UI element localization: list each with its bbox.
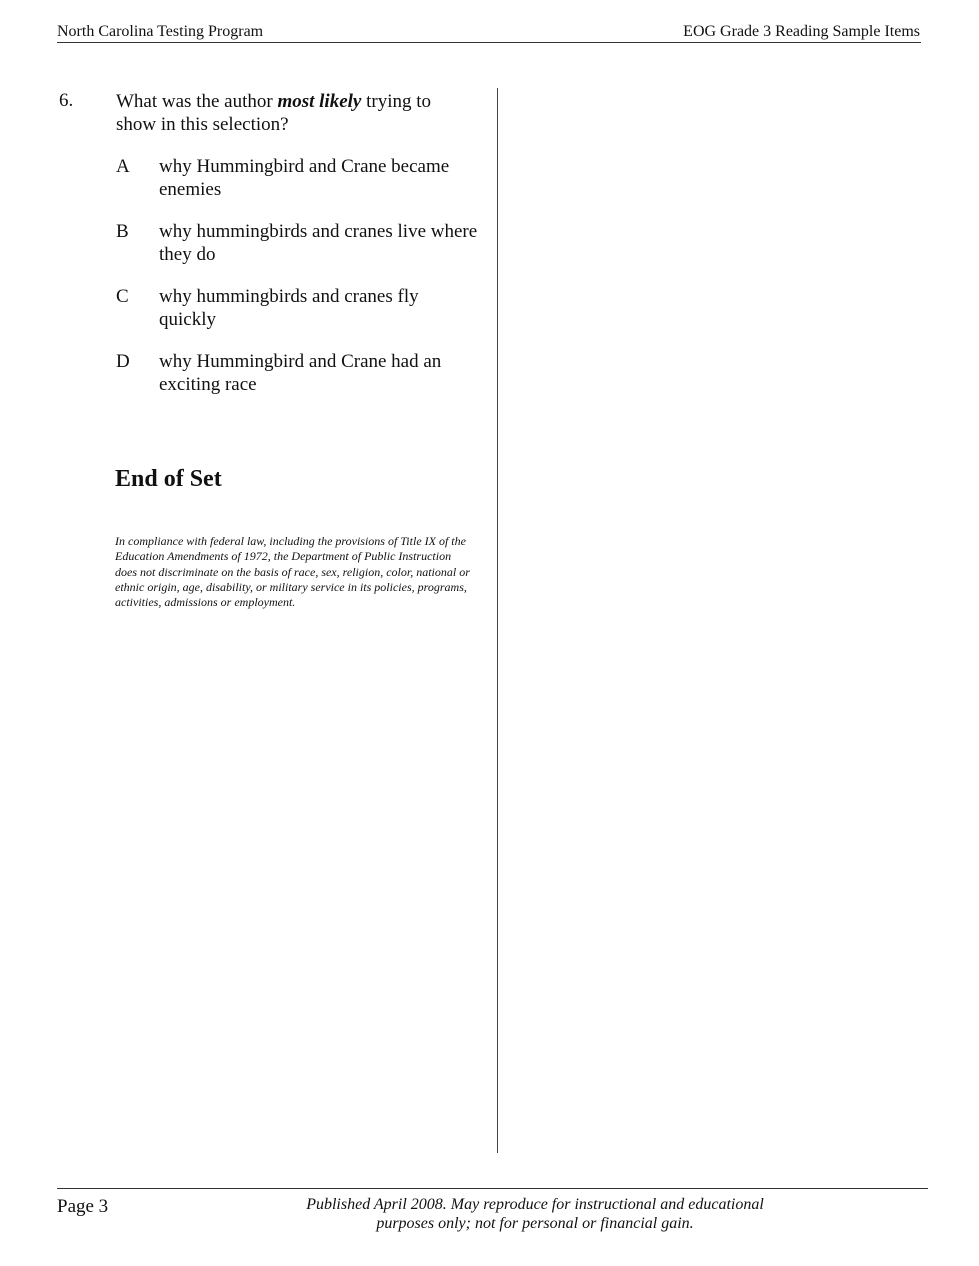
header-document-title: EOG Grade 3 Reading Sample Items <box>683 23 920 40</box>
choice-c-letter: C <box>116 286 129 307</box>
question-number: 6. <box>59 90 74 111</box>
question-stem-end: trying to show in this selection? <box>116 91 432 135</box>
header-divider <box>57 42 921 43</box>
choice-c-text: why hummingbirds and cranes fly quickly <box>159 286 419 330</box>
header-program-title: North Carolina Testing Program <box>57 23 264 40</box>
question-stem <box>116 90 456 136</box>
choice-d-letter: D <box>116 351 130 372</box>
column-divider <box>497 88 498 1153</box>
publication-note: Published April 2008. May reproduce for instructional and educational purposes only; not for personal or financial gain. <box>306 1196 764 1232</box>
choice-b-text: why hummingbirds and cranes live where they do <box>159 221 478 265</box>
choice-b-letter: B <box>116 221 129 242</box>
choice-a-letter: A <box>116 156 130 177</box>
choice-a-text: why Hummingbird and Crane became enemies <box>159 156 450 200</box>
page-number: Page 3 <box>57 1196 109 1217</box>
question-stem-emphasis: most likely <box>277 91 362 112</box>
footer-divider <box>57 1188 928 1189</box>
compliance-notice: In compliance with federal law, including the provisions of Title IX of the Education Amendments of 1972, the Department of Public Instruction does not discriminate on the basis of race, sex, religion, color, national or ethnic origin, age, disability, or military service in its policies, programs, activities, admissions or employment. <box>115 534 470 610</box>
choice-d-text: why Hummingbird and Crane had an exciting race <box>159 351 442 395</box>
end-of-set-heading: End of Set <box>115 466 222 492</box>
question-stem-start: What was the author <box>116 91 278 112</box>
